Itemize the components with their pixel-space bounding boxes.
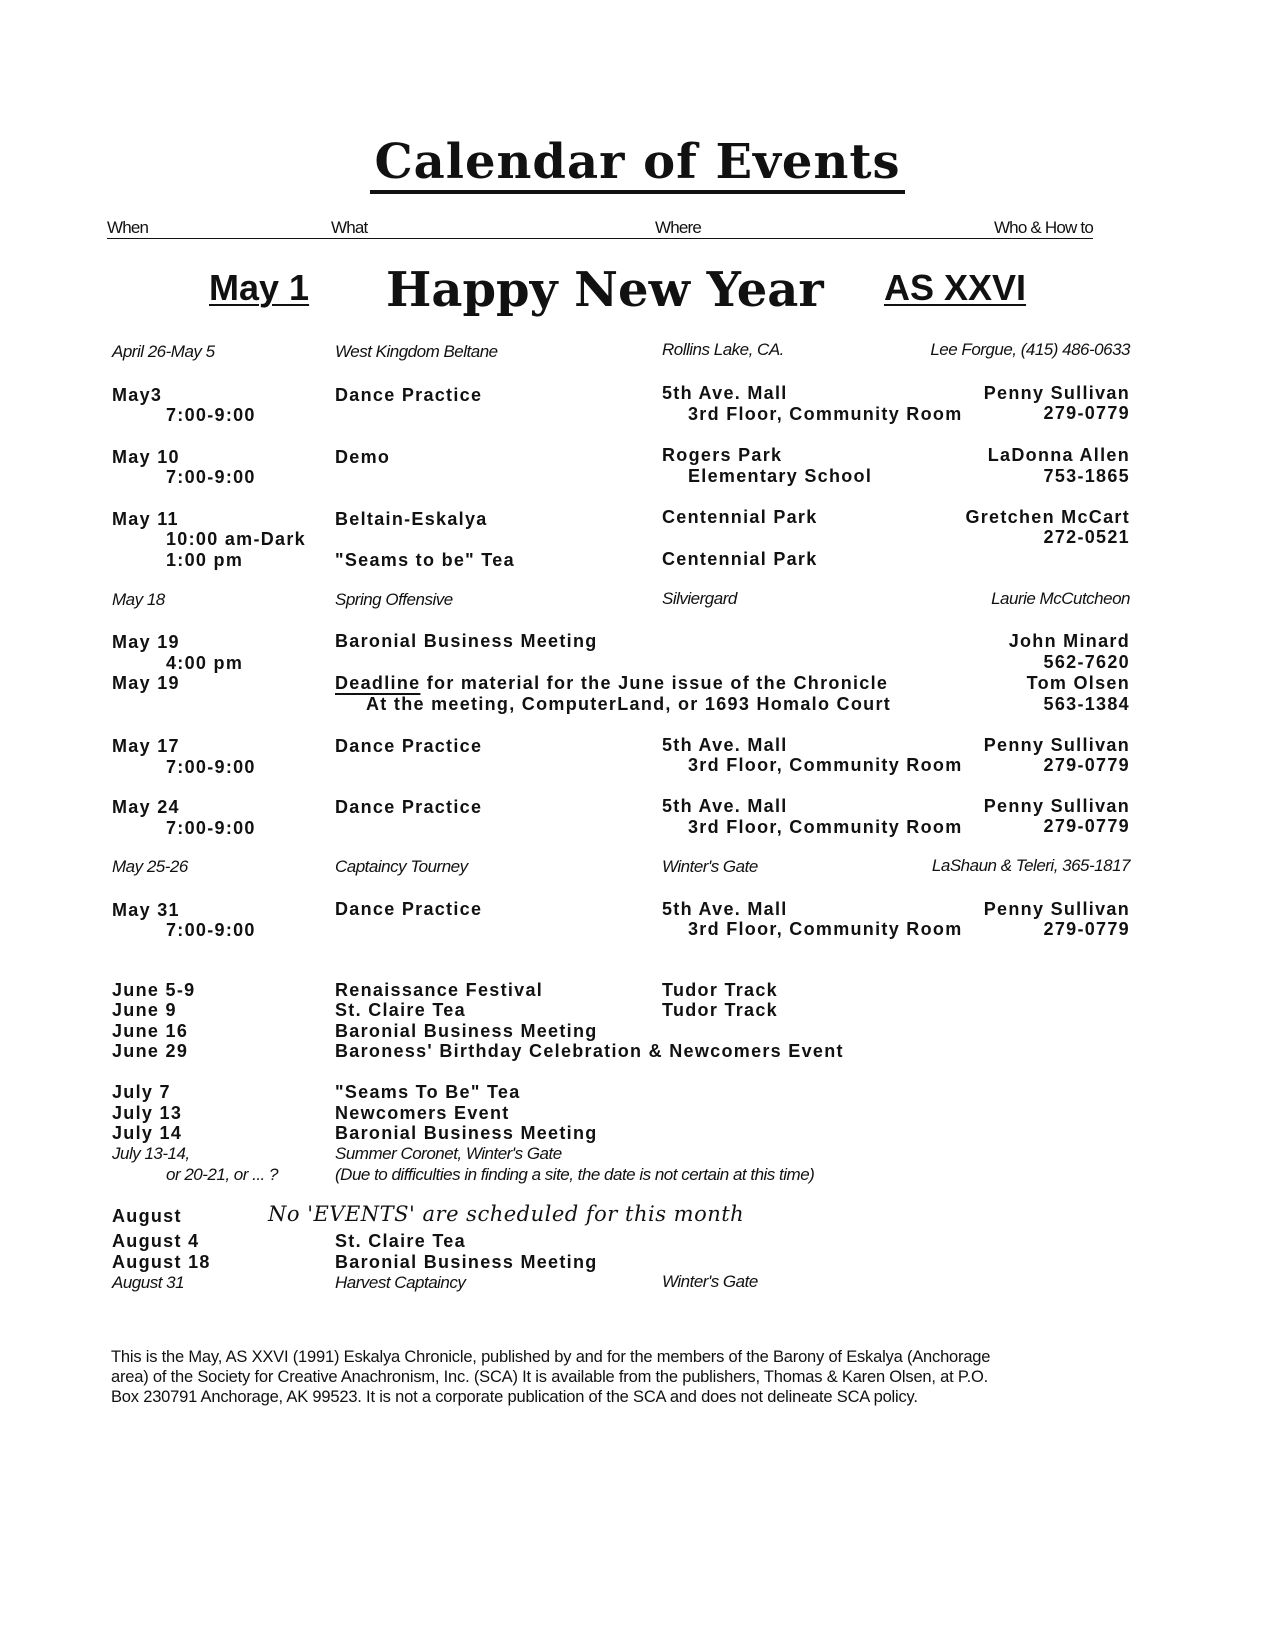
publication-note-line: Box 230791 Anchorage, AK 99523. It is not a corporate publication of the SCA and does not delineate SCA policy.	[111, 1388, 918, 1406]
event-what: St. Claire Tea	[335, 1231, 466, 1251]
event-when: May 19	[112, 673, 180, 693]
event-who: Gretchen McCart	[965, 507, 1130, 527]
event-time: 10:00 am-Dark	[166, 529, 306, 549]
event-time: 1:00 pm	[166, 550, 244, 570]
event-when: June 16	[112, 1021, 189, 1041]
event-where: 5th Ave. Mall	[662, 383, 788, 403]
event-when: July 13-14,	[112, 1144, 190, 1163]
event-what: Baronial Business Meeting	[335, 1123, 598, 1143]
event-time: 4:00 pm	[166, 653, 244, 673]
event-what: Dance Practice	[335, 899, 483, 919]
column-header-where: Where	[655, 218, 702, 237]
event-what: Baronial Business Meeting	[335, 1252, 598, 1272]
event-what: St. Claire Tea	[335, 1000, 466, 1020]
event-phone: 279-0779	[1043, 403, 1130, 423]
event-when: June 29	[112, 1041, 189, 1061]
event-phone: 563-1384	[1043, 694, 1130, 714]
event-where: 5th Ave. Mall	[662, 796, 788, 816]
banner-year: AS XXVI	[884, 267, 1027, 308]
event-when: May 11	[112, 509, 179, 529]
event-phone: 279-0779	[1043, 816, 1130, 836]
column-header-who: Who & How to	[993, 218, 1093, 237]
event-what: Summer Coronet, Winter's Gate	[335, 1144, 562, 1163]
event-where: Centennial Park	[662, 549, 818, 569]
event-phone: 272-0521	[1043, 527, 1130, 547]
event-what: Demo	[335, 447, 391, 467]
event-when: July 7	[112, 1082, 171, 1102]
publication-note	[111, 1347, 1156, 1407]
event-what: "Seams To Be" Tea	[335, 1082, 521, 1102]
event-where: Winter's Gate	[662, 1272, 758, 1291]
event-when: May 18	[112, 590, 165, 609]
event-where: Rogers Park	[662, 445, 783, 465]
event-when: May 25-26	[112, 857, 188, 876]
event-time: 7:00-9:00	[166, 757, 256, 777]
event-what	[335, 673, 888, 693]
event-where: Winter's Gate	[662, 857, 758, 876]
event-when: May 24	[112, 797, 180, 817]
event-when: August 18	[112, 1252, 211, 1272]
event-when: May 19	[112, 632, 180, 652]
event-where-detail: 3rd Floor, Community Room	[688, 404, 963, 424]
event-when: May 10	[112, 447, 180, 467]
event-when: August 4	[112, 1231, 200, 1251]
event-what: Baronial Business Meeting	[335, 1021, 598, 1041]
column-header-when: When	[107, 218, 149, 237]
event-time: 7:00-9:00	[166, 920, 256, 940]
publication-note-line: area) of the Society for Creative Anachronism, Inc. (SCA) It is available from the publishers, Thomas & Karen Olsen, at P.O.	[111, 1368, 988, 1386]
event-what: Beltain-Eskalya	[335, 509, 488, 529]
event-who: Penny Sullivan	[983, 383, 1130, 403]
event-who: LaDonna Allen	[987, 445, 1130, 465]
event-phone: 279-0779	[1043, 755, 1130, 775]
event-where: Rollins Lake, CA.	[662, 340, 784, 359]
event-where: Tudor Track	[662, 1000, 778, 1020]
event-who: John Minard	[1008, 631, 1130, 651]
event-where: Silviergard	[662, 589, 737, 608]
event-where-detail: 3rd Floor, Community Room	[688, 919, 963, 939]
event-where-detail: 3rd Floor, Community Room	[688, 755, 963, 775]
event-what: Renaissance Festival	[335, 980, 544, 1000]
event-who: Lee Forgue, (415) 486-0633	[930, 340, 1130, 359]
event-when: May3	[112, 385, 163, 405]
page-title: Calendar of Events	[0, 138, 1275, 186]
event-where-detail: Elementary School	[688, 466, 873, 486]
event-who: LaShaun & Teleri, 365-1817	[931, 856, 1130, 875]
event-when: April 26-May 5	[112, 342, 215, 361]
event-phone: 562-7620	[1043, 652, 1130, 672]
event-when: June 9	[112, 1000, 177, 1020]
event-what: Baronial Business Meeting	[335, 631, 598, 651]
event-when: August 31	[112, 1273, 185, 1292]
event-where: Tudor Track	[662, 980, 778, 1000]
deadline-text: for material for the June issue of the Chronicle	[420, 673, 889, 693]
event-who: Penny Sullivan	[983, 735, 1130, 755]
event-who: Penny Sullivan	[983, 796, 1130, 816]
event-who: Tom Olsen	[1026, 673, 1130, 693]
event-when: June 5-9	[112, 980, 196, 1000]
event-when: July 14	[112, 1123, 183, 1143]
event-who: Penny Sullivan	[983, 899, 1130, 919]
event-when: July 13	[112, 1103, 183, 1123]
event-what: Captaincy Tourney	[335, 857, 468, 876]
event-who: Laurie McCutcheon	[991, 589, 1130, 608]
event-what-detail: At the meeting, ComputerLand, or 1693 Homalo Court	[366, 694, 892, 714]
event-when: August	[112, 1206, 182, 1226]
no-events-note: No 'EVENTS' are scheduled for this month	[268, 1202, 745, 1226]
header-rule	[107, 238, 1093, 239]
publication-note-line: This is the May, AS XXVI (1991) Eskalya Chronicle, published by and for the members of the Barony of Eskalya (Anchorage	[111, 1348, 991, 1366]
event-what: Harvest Captaincy	[335, 1273, 466, 1292]
event-what: Baroness' Birthday Celebration & Newcomers Event	[335, 1041, 844, 1061]
banner-date: May 1	[209, 267, 310, 308]
event-where: Centennial Park	[662, 507, 818, 527]
event-what: Dance Practice	[335, 385, 483, 405]
event-time: 7:00-9:00	[166, 405, 256, 425]
event-where: 5th Ave. Mall	[662, 899, 788, 919]
event-when-alt: or 20-21, or ... ?	[166, 1165, 278, 1184]
event-when: May 17	[112, 736, 180, 756]
event-what: Dance Practice	[335, 797, 483, 817]
event-where: 5th Ave. Mall	[662, 735, 788, 755]
event-where-detail: 3rd Floor, Community Room	[688, 817, 963, 837]
event-when: May 31	[112, 900, 180, 920]
event-what: "Seams to be" Tea	[335, 550, 515, 570]
event-what-note: (Due to difficulties in finding a site, the date is not certain at this time)	[335, 1165, 815, 1184]
event-time: 7:00-9:00	[166, 467, 256, 487]
event-what: Dance Practice	[335, 736, 483, 756]
event-what: Newcomers Event	[335, 1103, 510, 1123]
column-header-what: What	[331, 218, 368, 237]
event-what: West Kingdom Beltane	[335, 342, 498, 361]
banner-greeting: Happy New Year	[386, 262, 824, 318]
event-phone: 279-0779	[1043, 919, 1130, 939]
event-phone: 753-1865	[1043, 466, 1130, 486]
event-what: Spring Offensive	[335, 590, 453, 609]
event-time: 7:00-9:00	[166, 818, 256, 838]
deadline-label: Deadline	[335, 673, 421, 693]
